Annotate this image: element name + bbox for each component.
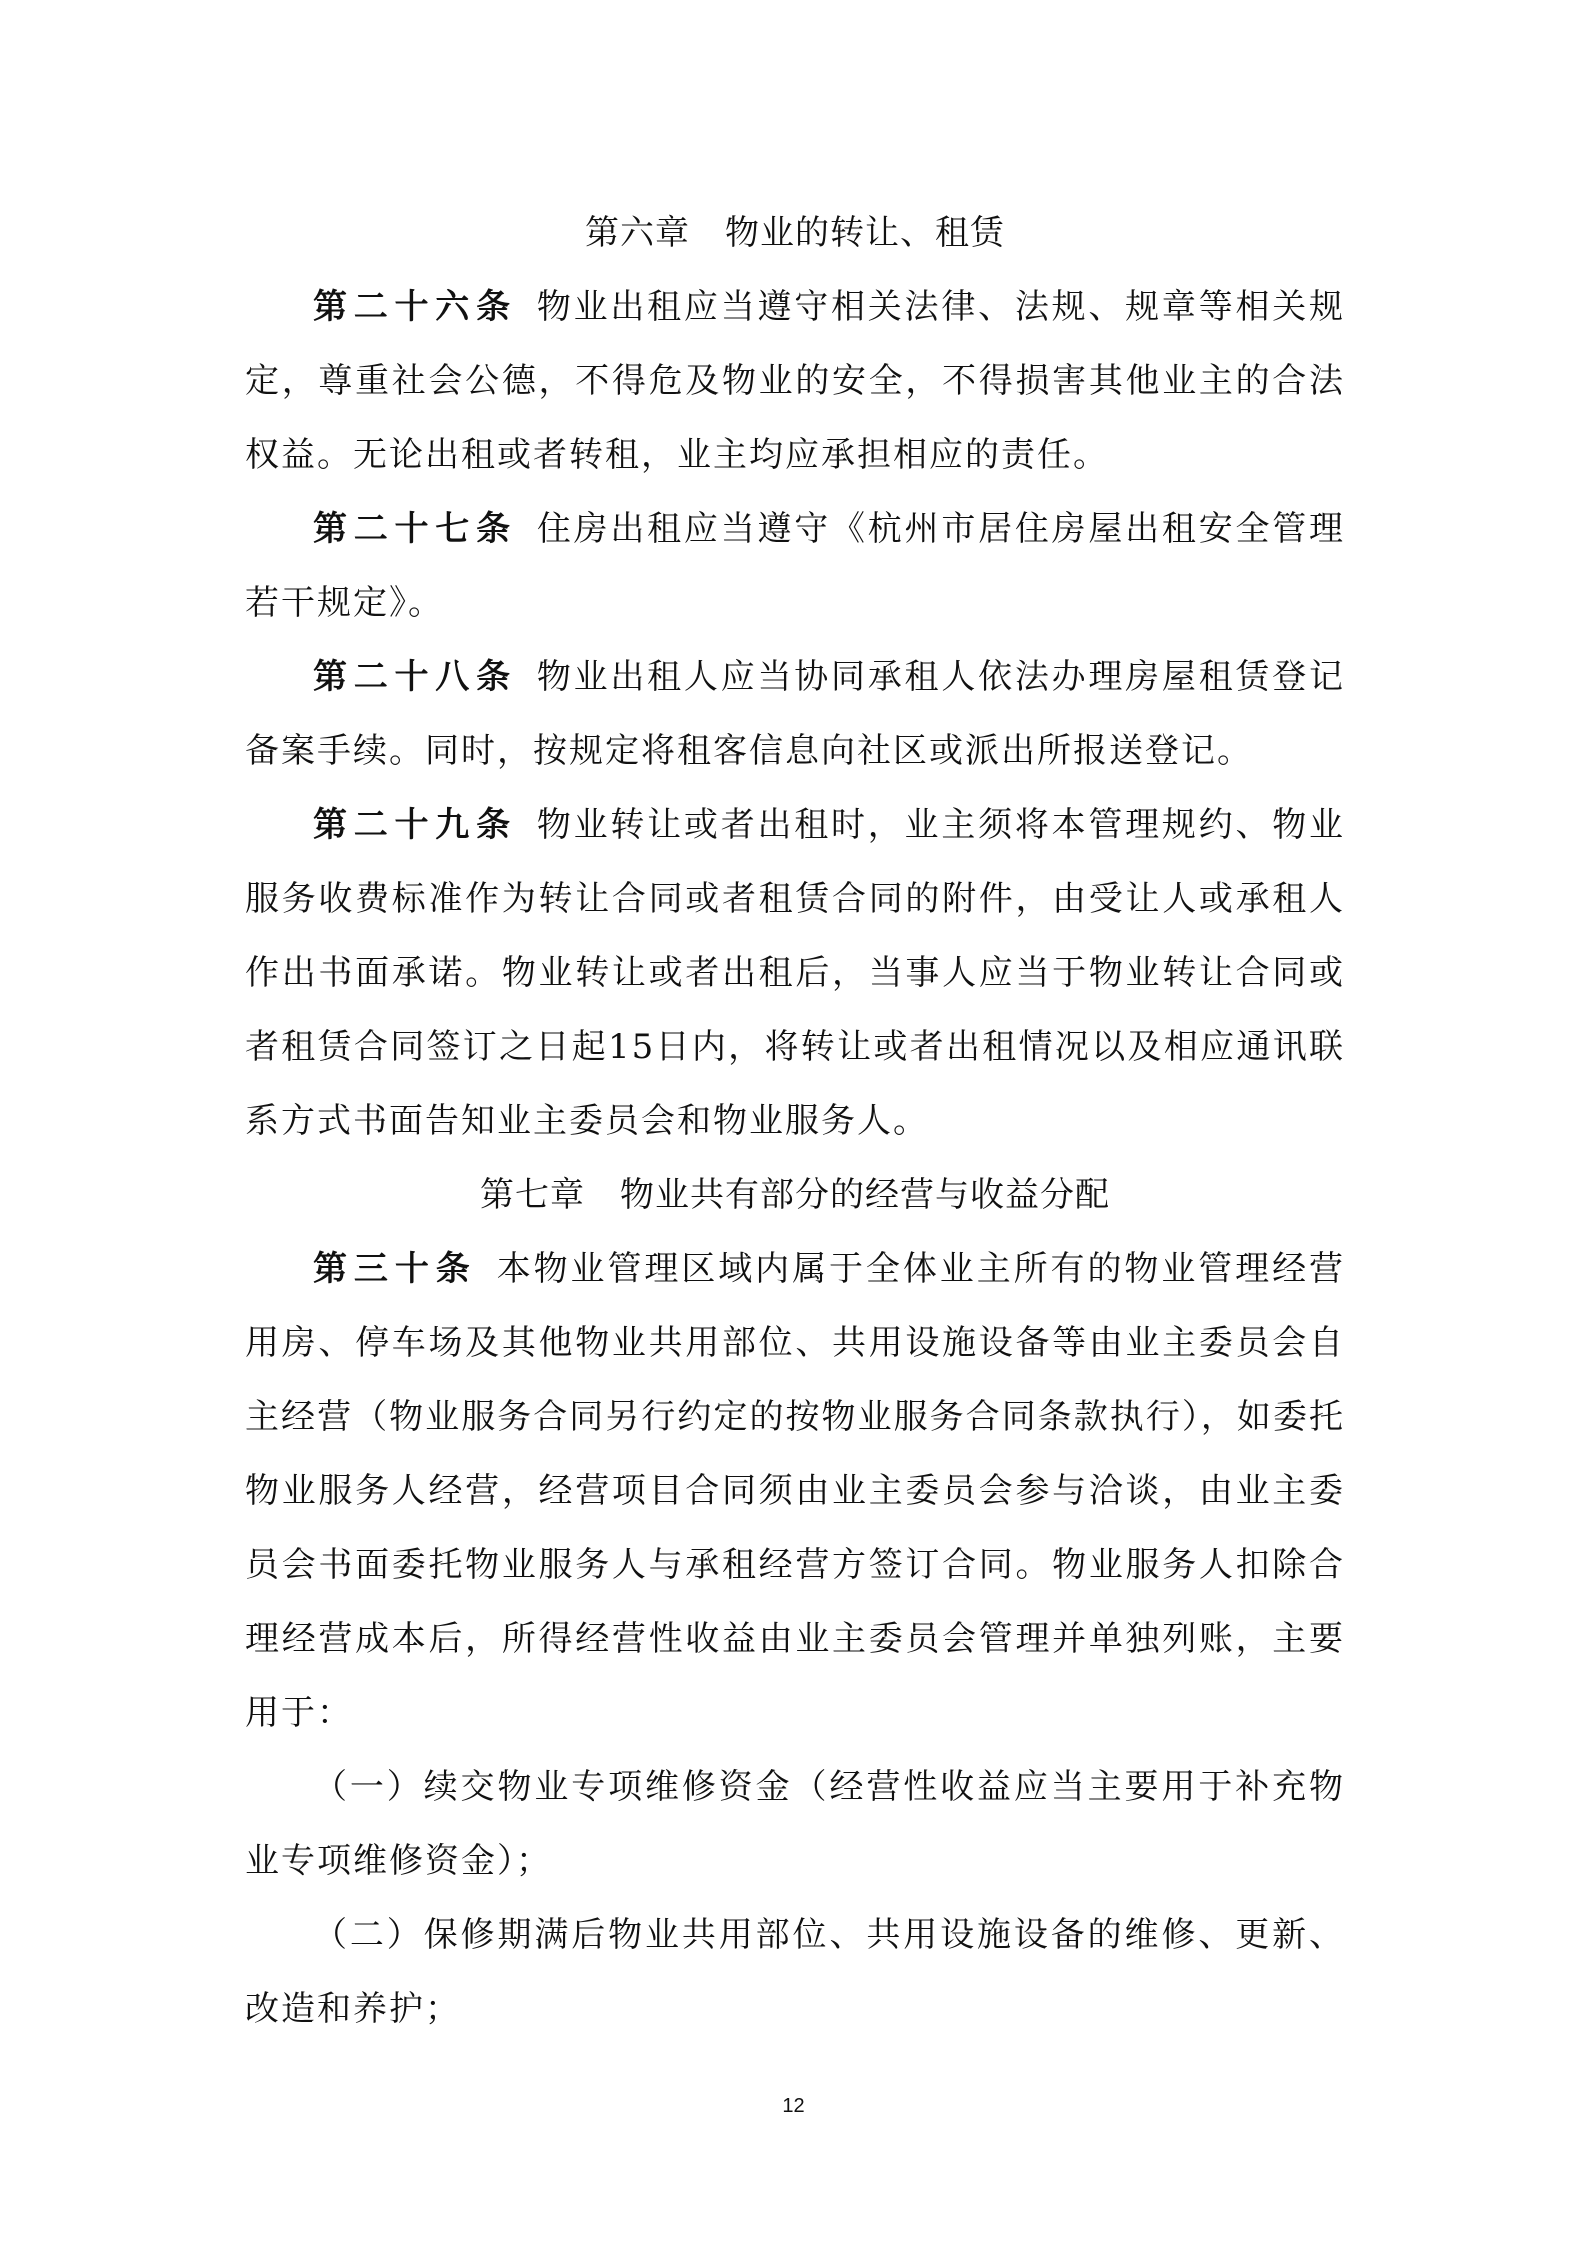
list-item: （二）保修期满后物业共用部位、共用设施设备的维修、更新、改造和养护； (245, 1915, 1345, 2029)
article-26-label: 第二十六条 (313, 287, 517, 327)
article-27 (245, 492, 1345, 640)
page-number: 12 (782, 2095, 805, 2117)
chapter-7-heading: 第七章 物业共有部分的经营与收益分配 (480, 1175, 1110, 1215)
chapter-6-heading: 第六章 物业的转让、租赁 (585, 213, 1005, 253)
article-26-text: 物业出租应当遵守相关法律、法规、规章等相关规定，尊重社会公德，不得危及物业的安全，不得损害其他业主的合法权益。无论出租或者转租，业主均应承担相应的责任。 (245, 287, 1346, 475)
article-29-text: 物业转让或者出租时，业主须将本管理规约、物业服务收费标准作为转让合同或者租赁合同的附件，由受让人或承租人作出书面承诺。物业转让或者出租后，当事人应当于物业转让合同或者租赁合同签订之日起15日内，将转让或者出租情况以及相应通讯联系方式书面告知业主委员会和物业服务人。 (245, 805, 1346, 1141)
article-27-text: 住房出租应当遵守《杭州市居住房屋出租安全管理若干规定》。 (245, 509, 1346, 623)
article-30-text: 本物业管理区域内属于全体业主所有的物业管理经营用房、停车场及其他物业共用部位、共用设施设备等由业主委员会自主经营（物业服务合同另行约定的按物业服务合同条款执行），如委托物业服务人经营，经营项目合同须由业主委员会参与洽谈，由业主委员会书面委托物业服务人与承租经营方签订合同。物业服务人扣除合理经营成本后，所得经营性收益由业主委员会管理并单独列账，主要用于： (245, 1249, 1346, 1733)
document-body (245, 196, 1345, 2046)
list-item: （一）续交物业专项维修资金（经营性收益应当主要用于补充物业专项维修资金）； (245, 1767, 1345, 1881)
article-29-label: 第二十九条 (313, 805, 517, 845)
article-28 (245, 640, 1345, 788)
article-26 (245, 270, 1345, 492)
article-30-label: 第三十条 (313, 1249, 477, 1289)
article-28-text: 物业出租人应当协同承租人依法办理房屋租赁登记备案手续。同时，按规定将租客信息向社区或派出所报送登记。 (245, 657, 1346, 771)
article-30 (245, 1232, 1345, 1750)
article-27-label: 第二十七条 (313, 509, 517, 549)
article-28-label: 第二十八条 (313, 657, 517, 697)
article-29 (245, 788, 1345, 1158)
